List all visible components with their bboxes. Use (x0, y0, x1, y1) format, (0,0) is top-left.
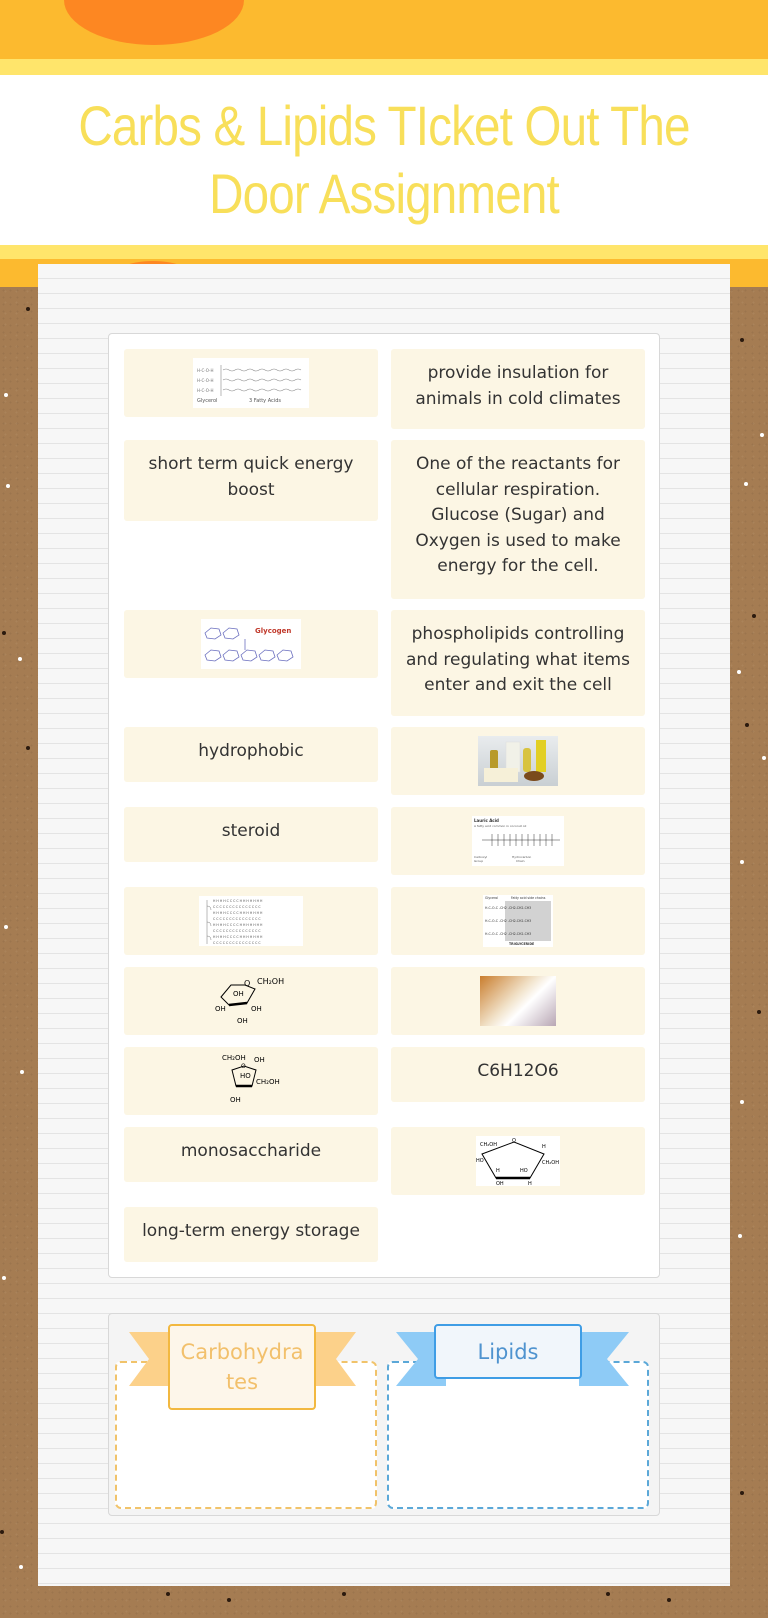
lauric-acid-diagram-image (472, 816, 564, 866)
svg-text:TRIGLYCERIDE: TRIGLYCERIDE (509, 942, 535, 946)
svg-text:A fatty acid common in coconut: A fatty acid common in coconut oil (474, 824, 527, 828)
svg-text:O: O (244, 979, 251, 988)
svg-text:HO: HO (476, 1158, 484, 1164)
lipids-category-label (434, 1324, 582, 1379)
card-text: C6H12O6 (477, 1061, 559, 1081)
svg-text:Glycogen: Glycogen (255, 627, 292, 635)
svg-text:CH₂OH: CH₂OH (222, 1054, 246, 1062)
triglyceride-skeletal-image (199, 896, 303, 946)
match-card-ribose-image[interactable] (391, 1127, 645, 1195)
svg-text:Carboxyl: Carboxyl (474, 855, 488, 859)
svg-text:O: O (512, 1138, 516, 1144)
page-title: Carbs & Lipids TIcket Out The Door Assignment (78, 94, 690, 225)
svg-text:HO: HO (240, 1072, 251, 1080)
card-text: provide insulation for animals in cold climates (415, 363, 621, 409)
svg-text:H H H H C C C C H H H H H H H: H H H H C C C C H H H H H H H (213, 923, 263, 927)
svg-text:CH₂OH: CH₂OH (480, 1142, 497, 1148)
svg-text:O: O (241, 1063, 246, 1070)
svg-text:Chain: Chain (516, 859, 525, 863)
match-card-text[interactable] (391, 610, 645, 716)
matching-panel (108, 333, 660, 1278)
carbohydrates-category-label (168, 1324, 316, 1410)
fructose-pyranose-structure-image (211, 973, 291, 1029)
svg-text:OH: OH (215, 1005, 226, 1013)
match-card-triglyceride-skeletal-image[interactable] (124, 887, 378, 955)
decorative-blob (64, 0, 244, 45)
match-card-bread-image[interactable] (391, 967, 645, 1035)
oils-photo-image (478, 736, 558, 786)
match-card-fructose-pyranose-image[interactable] (124, 967, 378, 1035)
svg-text:OH: OH (254, 1056, 265, 1064)
card-text: short term quick energy boost (148, 454, 354, 500)
svg-text:Group: Group (474, 859, 484, 863)
svg-text:OH: OH (496, 1181, 504, 1186)
glycogen-diagram-image (201, 619, 301, 669)
svg-text:CH₂OH: CH₂OH (257, 977, 285, 986)
svg-text:C C C C C C C C C C C C C C C: C C C C C C C C C C C C C C C (213, 929, 261, 933)
svg-text:HO: HO (520, 1168, 528, 1174)
svg-text:H: H (542, 1144, 546, 1150)
svg-text:Glycerol: Glycerol (485, 896, 499, 900)
svg-text:OH: OH (237, 1017, 248, 1025)
match-card-text[interactable] (124, 440, 378, 521)
svg-text:H-C-O-C -CH2 -CH2-CH2-CH3: H-C-O-C -CH2 -CH2-CH2-CH3 (485, 906, 532, 910)
card-text: steroid (221, 821, 281, 841)
triglyceride-diagram-image (193, 358, 309, 408)
card-text: long-term energy storage (142, 1221, 360, 1241)
card-text: One of the reactants for cellular respiration. Glucose (Sugar) and Oxygen is used to make energy for the cell. (415, 454, 621, 576)
title-bar (0, 75, 768, 245)
svg-text:CH₂OH: CH₂OH (542, 1160, 559, 1166)
card-text: phospholipids controlling and regulating what items enter and exit the cell (406, 624, 630, 695)
match-card-text[interactable] (124, 1207, 378, 1262)
svg-text:C C C C C C C C C C C C C C C: C C C C C C C C C C C C C C C (213, 917, 261, 921)
card-text: monosaccharide (180, 1141, 322, 1161)
category-label-text: Lipids (477, 1339, 539, 1364)
fructose-furanose-structure-image (216, 1052, 286, 1110)
svg-text:OH: OH (230, 1096, 241, 1104)
svg-text:3 Fatty Acids: 3 Fatty Acids (249, 398, 281, 404)
sorting-panel (108, 1313, 660, 1516)
ribbon-tail-icon (579, 1332, 629, 1386)
header-stripe (0, 59, 768, 75)
category-label-text: Carbohydra tes (180, 1340, 304, 1394)
match-card-fructose-furanose-image[interactable] (124, 1047, 378, 1115)
match-card-text[interactable] (124, 807, 378, 862)
match-card-text[interactable] (391, 440, 645, 599)
triglyceride-table-image (483, 895, 553, 947)
svg-text:Lauric Acid: Lauric Acid (474, 818, 499, 823)
match-card-text[interactable] (124, 727, 378, 782)
svg-text:H-C-O-C -CH2 -CH2-CH2-CH3: H-C-O-C -CH2 -CH2-CH2-CH3 (485, 919, 532, 923)
svg-text:H H H H C C C C H H H H H H H: H H H H C C C C H H H H H H H (213, 935, 263, 939)
svg-text:C C C C C C C C C C C C C C C: C C C C C C C C C C C C C C C (213, 905, 261, 909)
svg-text:Fatty acid side chains: Fatty acid side chains (511, 896, 546, 900)
match-card-lauric-acid-image[interactable] (391, 807, 645, 875)
match-card-triglyceride-image[interactable] (124, 349, 378, 417)
match-card-text[interactable] (391, 1047, 645, 1102)
ribose-structure-image (476, 1136, 560, 1186)
header-stripe-bottom (0, 245, 768, 259)
svg-text:H H H H C C C C H H H H H H H: H H H H C C C C H H H H H H H (213, 911, 263, 915)
svg-text:H: H (528, 1181, 532, 1186)
svg-text:C C C C C C C C C C C C C C C: C C C C C C C C C C C C C C C (213, 941, 261, 945)
svg-text:Glycerol: Glycerol (197, 398, 218, 404)
card-text: hydrophobic (198, 741, 304, 761)
svg-text:H H H H C C C C H H H H H H H: H H H H C C C C H H H H H H H (213, 899, 263, 903)
svg-text:OH: OH (233, 990, 244, 998)
svg-text:CH₂OH: CH₂OH (256, 1078, 280, 1086)
svg-text:H: H (496, 1168, 500, 1174)
match-card-text[interactable] (391, 349, 645, 429)
match-card-triglyceride-table-image[interactable] (391, 887, 645, 955)
svg-text:OH: OH (251, 1005, 262, 1013)
svg-text:H-C-O-H: H-C-O-H (197, 388, 214, 393)
svg-text:H-C-O-C -CH2 -CH2-CH2-CH3: H-C-O-C -CH2 -CH2-CH2-CH3 (485, 932, 532, 936)
svg-text:H-C-O-H: H-C-O-H (197, 378, 214, 383)
match-card-text[interactable] (124, 1127, 378, 1182)
match-card-oils-image[interactable] (391, 727, 645, 795)
svg-text:Hydrocarbon: Hydrocarbon (512, 855, 532, 859)
match-card-glycogen-image[interactable] (124, 610, 378, 678)
bread-photo-image (480, 976, 556, 1026)
svg-text:H-C-O-H: H-C-O-H (197, 368, 214, 373)
